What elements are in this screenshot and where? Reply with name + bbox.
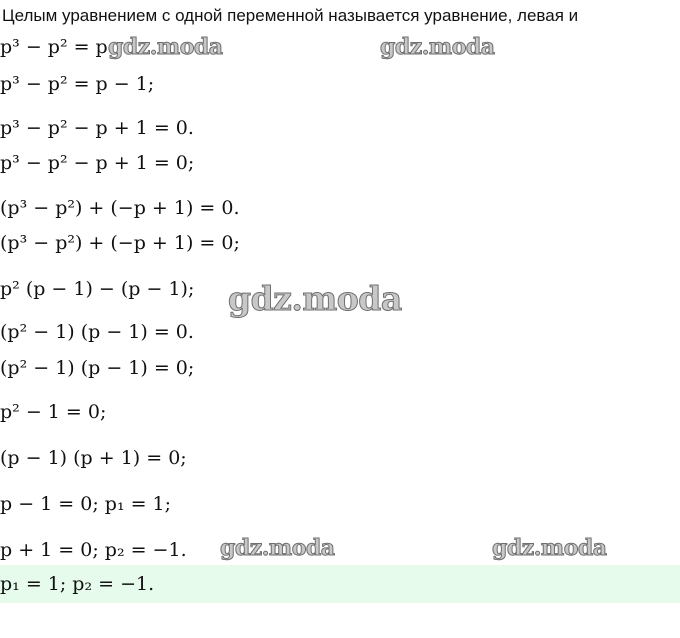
equation-line: p³ − p² = p xyxy=(0,36,108,58)
equation-line: (p³ − p²) + (−p + 1) = 0. xyxy=(0,197,240,219)
equation-line: p³ − p² − p + 1 = 0; xyxy=(0,152,195,174)
watermark: gdz.moda xyxy=(228,279,402,318)
watermark: gdz.moda xyxy=(380,34,495,60)
equation-line: p − 1 = 0; p₁ = 1; xyxy=(0,493,172,515)
equation-line: p² − 1 = 0; xyxy=(0,401,107,423)
equation-line: p³ − p² = p − 1; xyxy=(0,73,155,95)
equation-line: p² (p − 1) − (p − 1); xyxy=(0,278,195,300)
equation-line: (p − 1) (p + 1) = 0; xyxy=(0,447,187,469)
watermark: gdz.moda xyxy=(492,535,607,561)
equation-line: p + 1 = 0; p₂ = −1. xyxy=(0,539,187,561)
watermark: gdz.moda xyxy=(220,535,335,561)
equation-line: p³ − p² − p + 1 = 0. xyxy=(0,117,194,139)
equation-line: (p² − 1) (p − 1) = 0; xyxy=(0,357,195,379)
watermark: gdz.moda xyxy=(108,34,223,60)
equation-line: (p³ − p²) + (−p + 1) = 0; xyxy=(0,232,240,254)
equation-line: (p² − 1) (p − 1) = 0. xyxy=(0,321,194,343)
answer-line: p₁ = 1; p₂ = −1. xyxy=(0,573,155,595)
intro-text: Целым уравнением с одной переменной называется уравнение, левая и xyxy=(2,6,579,25)
